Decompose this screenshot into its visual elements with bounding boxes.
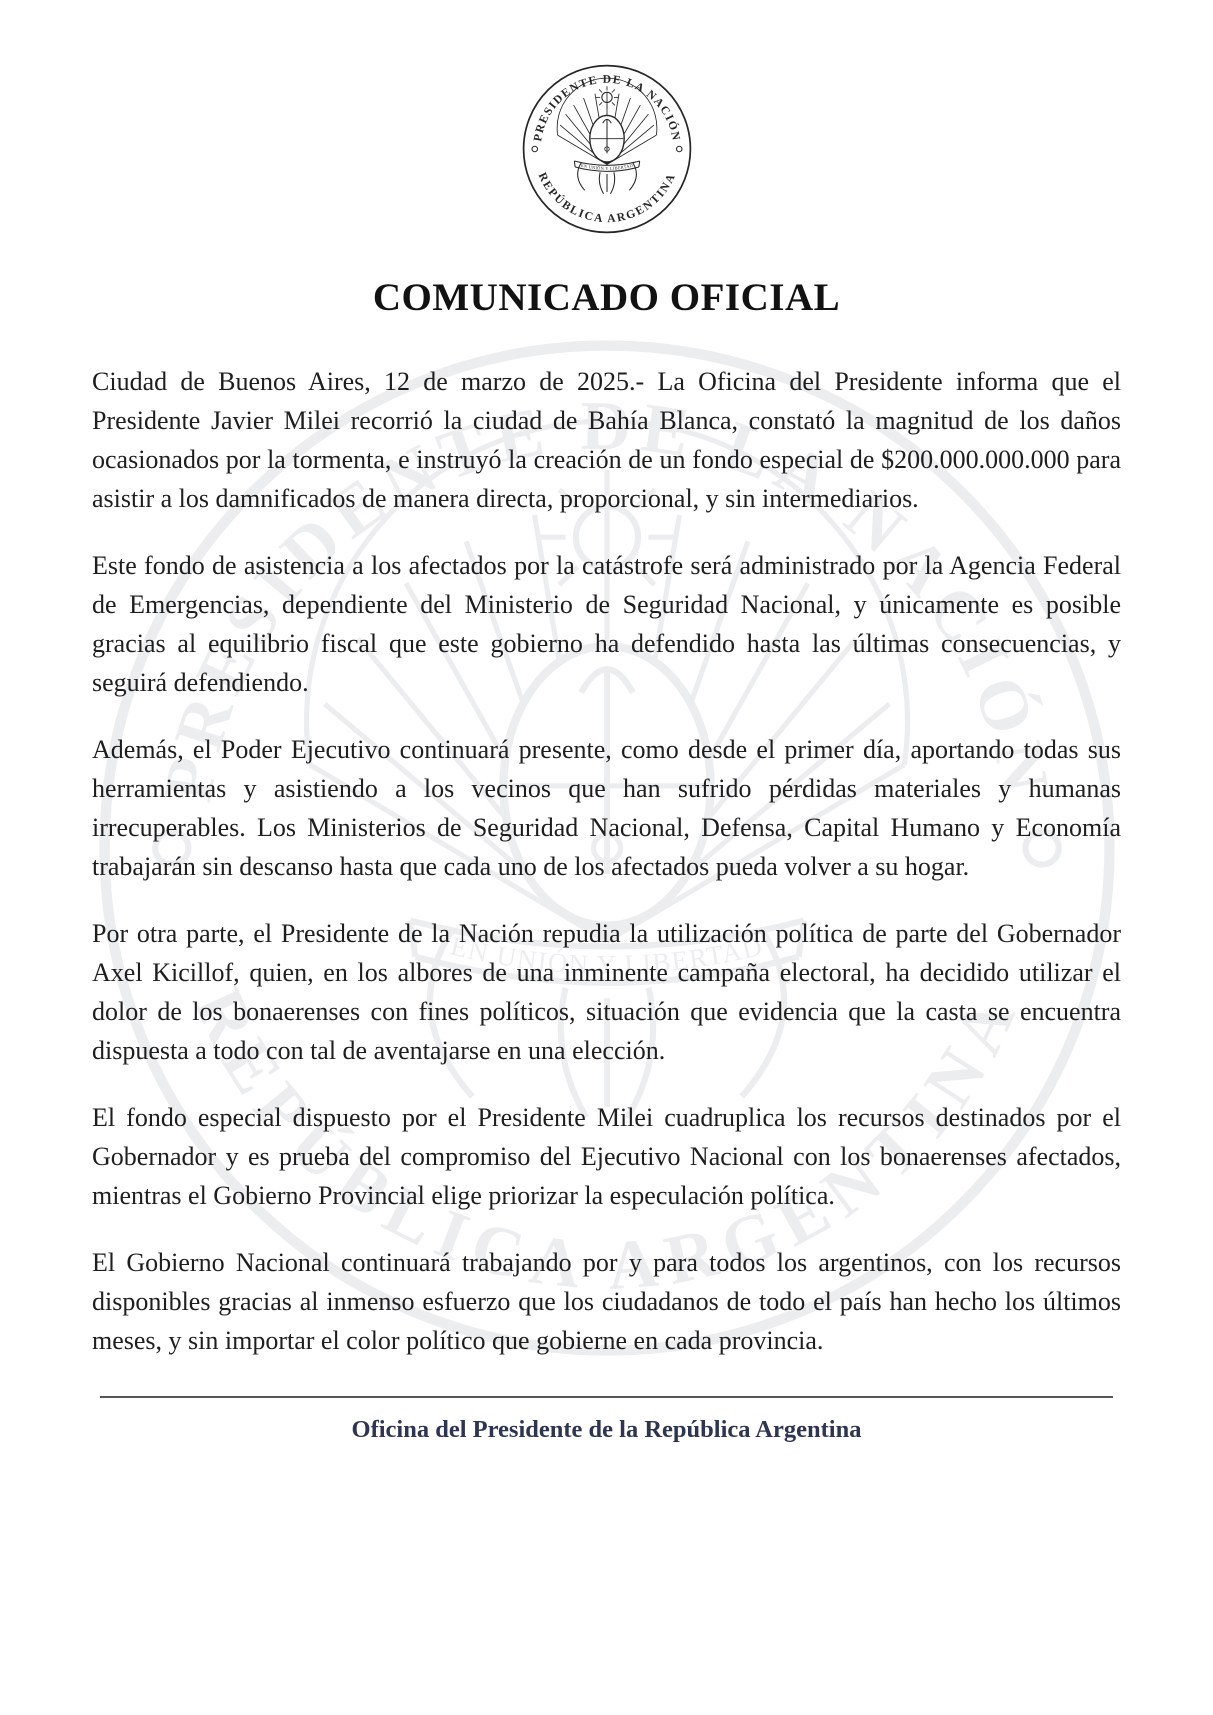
document-title: COMUNICADO OFICIAL [372,276,841,319]
body-paragraph-2: Este fondo de asistencia a los afectados por la catástrofe será administrado por la Agencia Federal de Emergencias, dependiente del Ministerio de Seguridad Nacional, y únicamente es posible gracias al equilibrio fiscal que este gobierno ha defendido hasta las últimas consecuencias, y seguirá defendiendo. [92,550,1121,697]
document-body [92,362,1121,1360]
body-paragraph-5: El fondo especial dispuesto por el Presidente Milei cuadruplica los recursos destinados por el Gobernador y es prueba del compromiso del Ejecutivo Nacional con los bonaerenses afectados, mientras el Gobierno Provincial elige priorizar la especulación política. [92,1102,1121,1210]
presidential-seal-icon [521,63,693,235]
document-header [0,0,1213,235]
body-paragraph-1: Ciudad de Buenos Aires, 12 de marzo de 2025.- La Oficina del Presidente informa que el Presidente Javier Milei recorrió la ciudad de Bahía Blanca, constató la magnitud de los daños ocasionados por la tormenta, e instruyó la creación de un fondo especial de $200.000.000.000 para asistir a los damnificados de manera directa, proporcional, y sin intermediarios. [92,366,1121,513]
body-paragraph-6: El Gobierno Nacional continuará trabajando por y para todos los argentinos, con los recursos disponibles gracias al inmenso esfuerzo que los ciudadanos de todo el país han hecho los últimos meses, y sin importar el color político que gobierne en cada provincia. [92,1247,1121,1355]
footer-signature: Oficina del Presidente de la República Argentina [351,1415,862,1443]
footer-divider [100,1396,1113,1398]
body-paragraph-4: Por otra parte, el Presidente de la Nación repudia la utilización política de parte del Gobernador Axel Kicillof, quien, en los albores de una inminente campaña electoral, ha decidido utilizar el dolor de los bonaerenses con fines políticos, situación que evidencia que la casta se encuentra dispuesta a todo con tal de aventajarse en una elección. [92,918,1121,1065]
body-paragraph-3: Además, el Poder Ejecutivo continuará presente, como desde el primer día, aportando todas sus herramientas y asistiendo a los vecinos que han sufrido pérdidas materiales y humanas irrecuperables. Los Ministerios de Seguridad Nacional, Defensa, Capital Humano y Economía trabajarán sin descanso hasta que cada uno de los afectados pueda volver a su hogar. [92,734,1121,881]
